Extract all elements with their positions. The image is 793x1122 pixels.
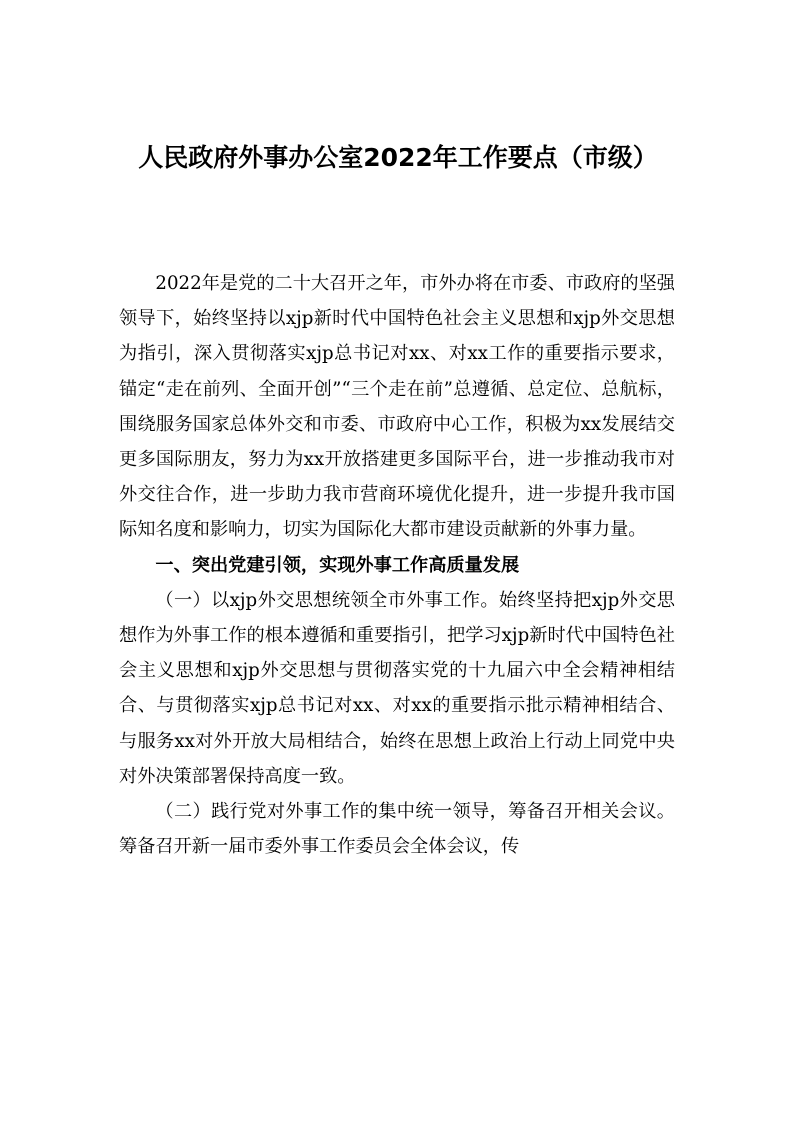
document-title: 人民政府外事办公室2022年工作要点（市级） bbox=[138, 143, 658, 172]
document-body bbox=[119, 266, 675, 864]
paragraph-1: （一）以xjp外交思想统领全市外事工作。始终坚持把xjp外交思想作为外事工作的根本遵循和重要指引，把学习xjp新时代中国特色社会主义思想和xjp外交思想与贯彻落实党的十九届六中全会精神相结合、与贯彻落实xjp总书记对xx、对xx的重要指示批示精神相结合、与服务xx对外开放大局相结合，始终在思想上政治上行动上同党中央对外决策部署保持高度一致。 bbox=[119, 589, 675, 787]
section-heading-1: 一、突出党建引领，实现外事工作高质量发展 bbox=[155, 554, 520, 576]
paragraph-2: （二）践行党对外事工作的集中统一领导，筹备召开相关会议。筹备召开新一届市委外事工作委员会全体会议，传 bbox=[119, 801, 675, 858]
intro-paragraph: 2022年是党的二十大召开之年，市外办将在市委、市政府的坚强领导下，始终坚持以xjp新时代中国特色社会主义思想和xjp外交思想为指引，深入贯彻落实xjp总书记对xx、对xx工作的重要指示要求，锚定“走在前列、全面开创”“三个走在前”总遵循、总定位、总航标，围绕服务国家总体外交和市委、市政府中心工作，积极为xx发展结交更多国际朋友，努力为xx开放搭建更多国际平台，进一步推动我市对外交往合作，进一步助力我市营商环境优化提升，进一步提升我市国际知名度和影响力，切实为国际化大都市建设贡献新的外事力量。 bbox=[119, 273, 675, 541]
